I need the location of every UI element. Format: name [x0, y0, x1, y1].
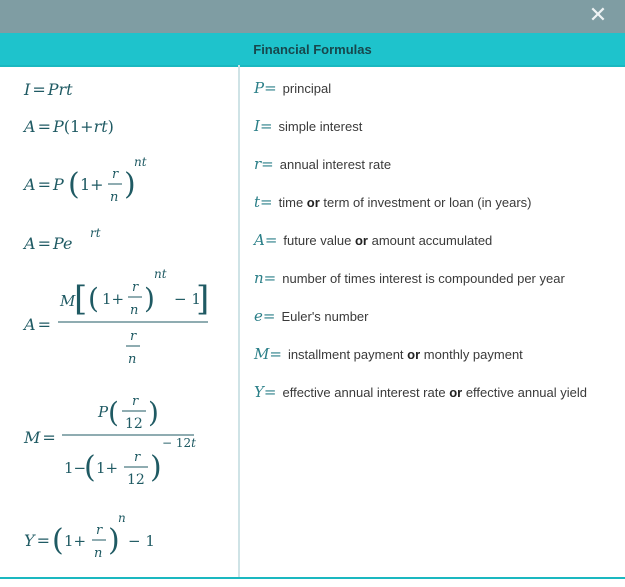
svg-text:): ) [150, 450, 162, 485]
close-icon[interactable]: ✕ [588, 3, 608, 28]
formula-effective-yield [24, 510, 164, 564]
svg-text:): ) [124, 167, 136, 202]
svg-text:r: r [132, 394, 139, 409]
svg-text:A=P(1+rt): A = P(1+rt) [24, 117, 114, 136]
definition-P: P= principal [254, 79, 332, 97]
definition-n: n= number of times interest is compounded per year [254, 269, 565, 287]
page-title: Financial Formulas [253, 41, 372, 57]
formula-simple-amount [24, 114, 154, 140]
svg-text:− 1: − 1 [174, 290, 201, 308]
svg-text:(: ( [52, 523, 64, 558]
svg-text:nt: nt [134, 155, 147, 169]
definition-Y: Y= effective annual interest rate or effective annual yield [254, 383, 587, 401]
svg-text:n: n [94, 546, 103, 561]
svg-text:1+: 1+ [102, 290, 125, 308]
svg-text:− 12t: − 12t [162, 436, 196, 450]
svg-text:M=: M = [24, 428, 56, 447]
formula-annuity-amount [24, 264, 224, 372]
symbol-e: e [254, 307, 263, 325]
symbol-n: n [254, 269, 264, 287]
svg-text:rt: rt [90, 226, 101, 240]
svg-text:(: ( [88, 282, 99, 315]
svg-text:n: n [118, 511, 126, 525]
title-bar [0, 0, 625, 33]
svg-text:r: r [130, 329, 137, 344]
definition-I: I= simple interest [254, 117, 363, 135]
column-divider [238, 65, 240, 577]
svg-text:P: P [98, 403, 109, 421]
svg-text:n: n [130, 303, 139, 318]
formula-continuous-amount [24, 225, 124, 255]
symbol-Y: Y [254, 383, 264, 401]
definition-M: M= installment payment or monthly payment [254, 345, 523, 363]
svg-text:(: ( [68, 167, 80, 202]
svg-text:12: 12 [127, 472, 145, 488]
svg-text:]: ] [196, 279, 210, 319]
svg-text:1−: 1− [64, 459, 87, 477]
definition-t: t= time or term of investment or loan (in years) [254, 193, 532, 211]
svg-text:1+: 1+ [80, 175, 104, 194]
svg-text:nt: nt [154, 267, 167, 281]
svg-text:n: n [128, 352, 137, 367]
svg-text:Y=: Y = [24, 531, 50, 550]
svg-text:r: r [134, 450, 141, 465]
svg-text:n: n [110, 190, 119, 205]
svg-text:A=: A = [24, 315, 51, 334]
formula-compound-amount [24, 154, 164, 210]
svg-text:(: ( [84, 450, 96, 485]
svg-text:1+: 1+ [96, 459, 119, 477]
definition-r: r= annual interest rate [254, 155, 392, 173]
svg-text:): ) [148, 396, 159, 429]
symbol-I: I [254, 117, 260, 135]
svg-text:− 1: − 1 [128, 532, 155, 550]
symbol-M: M [254, 345, 270, 363]
svg-text:(: ( [108, 396, 119, 429]
svg-text:A=Pe: A = Pe [24, 234, 73, 253]
svg-text:r: r [112, 167, 119, 182]
formula-monthly-payment [24, 391, 224, 495]
symbol-P: P [254, 79, 265, 97]
svg-text:1+: 1+ [64, 532, 87, 550]
svg-text:r: r [132, 280, 139, 295]
formula-list [0, 67, 238, 575]
svg-text:M: M [60, 292, 76, 310]
svg-text:[: [ [74, 279, 88, 319]
svg-text:): ) [108, 523, 120, 558]
definition-A: A= future value or amount accumulated [254, 231, 493, 249]
svg-text:I=Prt: I = Prt [24, 80, 73, 99]
svg-text:A=P: A = P [24, 175, 64, 194]
symbol-t: t [254, 193, 261, 211]
svg-text:): ) [144, 282, 155, 315]
symbol-r: r [254, 155, 262, 173]
symbol-A: A [254, 231, 265, 249]
svg-text:12: 12 [125, 416, 143, 432]
definition-e: e= Euler's number [254, 307, 369, 325]
svg-text:r: r [96, 523, 103, 538]
formula-simple-interest [24, 77, 124, 101]
header-bar [0, 33, 625, 65]
